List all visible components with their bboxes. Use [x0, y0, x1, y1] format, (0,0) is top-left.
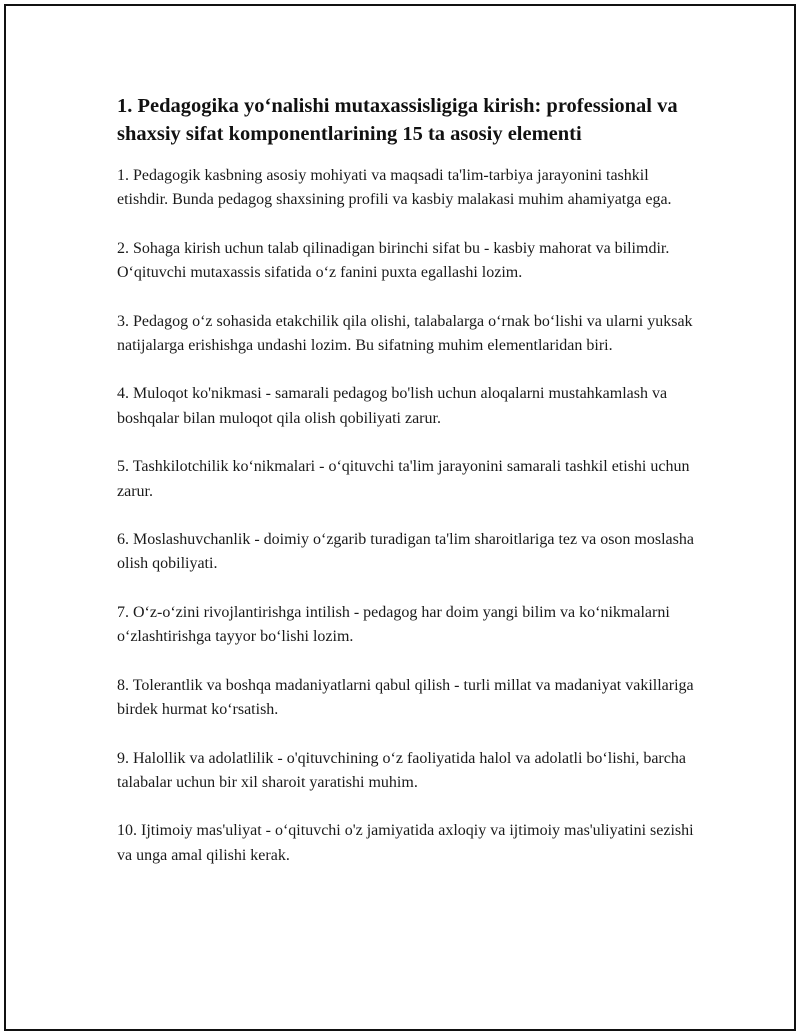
list-item: 5. Tashkilotchilik ko‘nikmalari - o‘qituvchi ta'lim jarayonini samarali tashkil etishi uchun zarur.	[117, 458, 690, 500]
list-item: 1. Pedagogik kasbning asosiy mohiyati va maqsadi ta'lim-tarbiya jarayonini tashkil etishdir. Bunda pedagog shaxsining profili va kasbiy malakasi muhim ahamiyatga ega.	[117, 167, 672, 209]
list-item: 2. Sohaga kirish uchun talab qilinadigan birinchi sifat bu - kasbiy mahorat va bilimdir. O‘qituvchi mutaxassis sifatida o‘z fanini puxta egallashi lozim.	[117, 239, 670, 282]
list-item: 10. Ijtimoiy mas'uliyat - o‘qituvchi o'z jamiyatida axloqiy va ijtimoiy mas'uliyatini sezishi va unga amal qilishi kerak.	[117, 822, 694, 864]
document-body	[117, 92, 697, 892]
list-item: 4. Muloqot ko'nikmasi - samarali pedagog bo'lish uchun aloqalarni mustahkamlash va boshqalar bilan muloqot qila olish qobiliyati zarur.	[117, 385, 668, 427]
list-item: 9. Halollik va adolatlilik - o'qituvchining o‘z faoliyatida halol va adolatli bo‘lishi, barcha talabalar uchun bir xil sharoit yaratishi muhim.	[117, 749, 686, 791]
list-item: 7. O‘z-o‘zini rivojlantirishga intilish - pedagog har doim yangi bilim va ko‘nikmalarni o‘zlashtirishga tayyor bo‘lishi lozim.	[117, 603, 670, 646]
list-item: 3. Pedagog o‘z sohasida etakchilik qila olishi, talabalarga o‘rnak bo‘lishi va ularni yuksak natijalarga erishishga undashi lozim. Bu sifatning muhim elementlaridan biri.	[117, 312, 693, 355]
document-title: 1. Pedagogika yo‘nalishi mutaxassisligiga kirish: professional va shaxsiy sifat komponentlarining 15 ta asosiy elementi	[117, 95, 678, 145]
list-item: 6. Moslashuvchanlik - doimiy o‘zgarib turadigan ta'lim sharoitlariga tez va oson moslasha olish qobiliyati.	[117, 531, 694, 573]
list-item: 8. Tolerantlik va boshqa madaniyatlarni qabul qilish - turli millat va madaniyat vakillariga birdek hurmat ko‘rsatish.	[117, 676, 694, 719]
